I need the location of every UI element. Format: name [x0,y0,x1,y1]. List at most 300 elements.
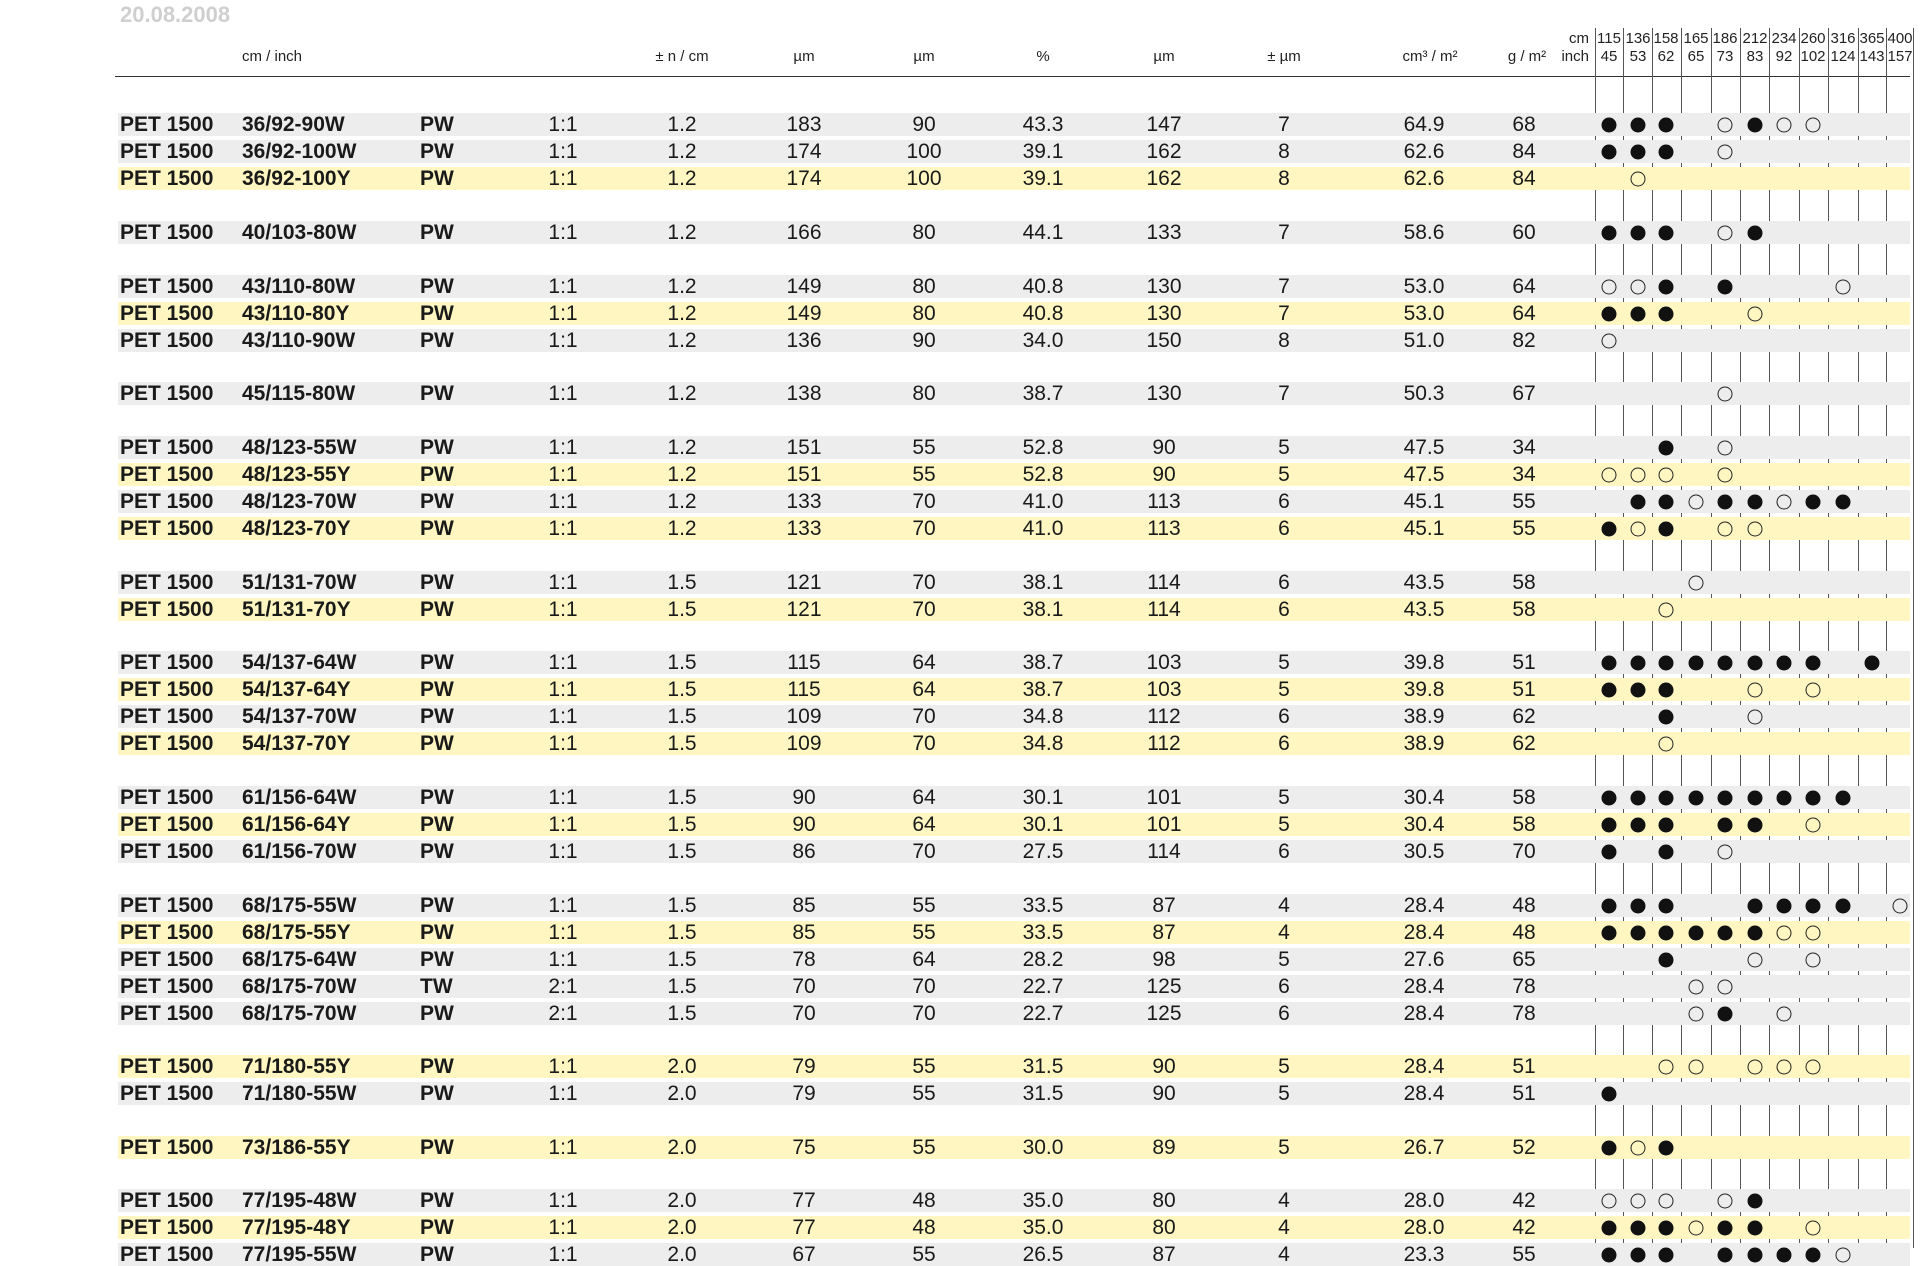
cell-code: 54/137-70Y [242,732,351,755]
cell-ratio: 1:1 [548,275,578,298]
filled-dot-icon [1836,495,1851,510]
open-circle-icon [1718,441,1733,456]
cell-weight: 52 [1512,1136,1536,1159]
filled-dot-icon [1659,818,1674,833]
cell-flow: 47.5 [1403,436,1445,459]
open-circle-icon [1718,226,1733,241]
cell-v1: 115 [787,678,821,701]
width-inch-45: 45 [1600,48,1618,65]
cell-weave: PW [420,1189,454,1212]
cell-pct: 41.0 [1022,517,1064,540]
open-circle-icon [1631,172,1646,187]
cell-product: PET 1500 [120,894,214,917]
cell-tolum: 6 [1278,571,1290,594]
open-circle-icon [1748,522,1763,537]
cell-v3: 114 [1147,598,1181,621]
cell-tolum: 4 [1278,1189,1290,1212]
cell-tolum: 5 [1278,786,1290,809]
cell-ratio: 1:1 [548,517,578,540]
open-circle-icon [1777,495,1792,510]
cell-ratio: 1:1 [548,1216,578,1239]
cell-tolum: 4 [1278,921,1290,944]
width-inch-102: 102 [1800,48,1826,65]
width-inch-143: 143 [1859,48,1885,65]
cell-v2: 70 [912,840,936,863]
open-circle-icon [1602,1194,1617,1209]
header-tolerance-n-cm: ± n / cm [655,48,709,65]
cell-v2: 64 [912,813,936,836]
table-row [118,1055,1910,1078]
cell-flow: 62.6 [1403,140,1445,163]
open-circle-icon [1631,522,1646,537]
filled-dot-icon [1631,683,1646,698]
filled-dot-icon [1806,495,1821,510]
cell-pct: 52.8 [1022,436,1064,459]
cell-code: 51/131-70Y [242,598,351,621]
cell-pct: 38.1 [1022,598,1064,621]
cell-v3: 114 [1147,571,1181,594]
cell-weight: 34 [1512,463,1536,486]
cell-flow: 38.9 [1403,705,1445,728]
cell-flow: 38.9 [1403,732,1445,755]
cell-product: PET 1500 [120,382,214,405]
cell-pct: 30.1 [1022,813,1064,836]
width-cm-165: 165 [1683,30,1709,47]
cell-weight: 58 [1512,786,1536,809]
cell-ratio: 1:1 [548,490,578,513]
cell-ratio: 1:1 [548,786,578,809]
filled-dot-icon [1748,656,1763,671]
table-row [118,221,1910,244]
filled-dot-icon [1631,1221,1646,1236]
cell-tol: 1.2 [667,517,697,540]
cell-weight: 51 [1512,1082,1536,1105]
cell-code: 61/156-70W [242,840,357,863]
cell-product: PET 1500 [120,517,214,540]
cell-product: PET 1500 [120,598,214,621]
open-circle-icon [1631,468,1646,483]
cell-v1: 70 [792,1002,816,1025]
cell-weave: PW [420,678,454,701]
cell-ratio: 1:1 [548,221,578,244]
cell-pct: 38.7 [1022,678,1064,701]
cell-v2: 70 [912,598,936,621]
cell-v3: 98 [1152,948,1176,971]
cell-tolum: 6 [1278,598,1290,621]
cell-weight: 82 [1512,329,1536,352]
cell-code: 77/195-48W [242,1189,357,1212]
cell-v1: 174 [786,167,822,190]
cell-v2: 55 [912,1082,936,1105]
cell-flow: 26.7 [1403,1136,1445,1159]
open-circle-icon [1689,576,1704,591]
cell-tol: 1.5 [667,651,697,674]
width-cm-158: 158 [1653,30,1679,47]
table-row [118,651,1910,674]
open-circle-icon [1777,1007,1792,1022]
cell-pct: 27.5 [1022,840,1064,863]
open-circle-icon [1806,1060,1821,1075]
cell-v3: 101 [1146,786,1182,809]
filled-dot-icon [1659,899,1674,914]
cell-code: 61/156-64W [242,786,357,809]
cell-v2: 70 [912,975,936,998]
open-circle-icon [1689,495,1704,510]
cell-code: 40/103-80W [242,221,357,244]
cell-tol: 1.2 [667,221,697,244]
filled-dot-icon [1631,818,1646,833]
open-circle-icon [1777,118,1792,133]
cell-tol: 1.2 [667,490,697,513]
cell-flow: 39.8 [1403,678,1445,701]
cell-code: 43/110-80Y [242,302,350,325]
filled-dot-icon [1602,226,1617,241]
cell-v2: 80 [912,382,936,405]
cell-tol: 1.5 [667,894,697,917]
open-circle-icon [1659,468,1674,483]
cell-tolum: 7 [1278,302,1290,325]
cell-v3: 150 [1146,329,1182,352]
cell-weight: 51 [1512,678,1536,701]
cell-v3: 114 [1147,840,1181,863]
cell-flow: 62.6 [1403,167,1445,190]
cell-v3: 87 [1152,894,1176,917]
cell-weave: PW [420,732,454,755]
cell-v3: 130 [1146,302,1182,325]
cell-product: PET 1500 [120,813,214,836]
cell-ratio: 1:1 [548,1243,578,1266]
cell-code: 54/137-64Y [242,678,351,701]
filled-dot-icon [1718,1248,1733,1263]
table-row [118,975,1910,998]
cell-tolum: 7 [1278,382,1290,405]
width-cm-234: 234 [1771,30,1797,47]
filled-dot-icon [1659,1248,1674,1263]
filled-dot-icon [1836,791,1851,806]
cell-flow: 28.0 [1403,1189,1445,1212]
cell-flow: 30.4 [1403,813,1445,836]
header-tolerance-um: ± µm [1267,48,1301,65]
cell-tol: 1.5 [667,975,697,998]
cell-flow: 28.4 [1403,921,1445,944]
cell-product: PET 1500 [120,1189,214,1212]
cell-ratio: 1:1 [548,382,578,405]
cell-v1: 86 [792,840,816,863]
cell-tol: 1.5 [667,840,697,863]
table-row [118,140,1910,163]
filled-dot-icon [1602,791,1617,806]
cell-tol: 1.5 [667,948,697,971]
filled-dot-icon [1631,1248,1646,1263]
cell-product: PET 1500 [120,113,214,136]
filled-dot-icon [1806,791,1821,806]
open-circle-icon [1806,683,1821,698]
cell-v3: 133 [1146,221,1182,244]
cell-tolum: 4 [1278,1243,1290,1266]
cell-v1: 85 [792,921,816,944]
cell-ratio: 1:1 [548,1082,578,1105]
cell-pct: 26.5 [1022,1243,1064,1266]
filled-dot-icon [1631,495,1646,510]
filled-dot-icon [1659,118,1674,133]
width-cm-115: 115 [1597,30,1621,47]
cell-tol: 1.2 [667,302,697,325]
filled-dot-icon [1602,683,1617,698]
cell-flow: 27.6 [1403,948,1445,971]
open-circle-icon [1689,1007,1704,1022]
cell-code: 48/123-55W [242,436,357,459]
cell-pct: 30.1 [1022,786,1064,809]
open-circle-icon [1659,1060,1674,1075]
filled-dot-icon [1748,1248,1763,1263]
open-circle-icon [1631,1194,1646,1209]
filled-dot-icon [1602,899,1617,914]
cell-tol: 1.2 [667,140,697,163]
cell-product: PET 1500 [120,1055,214,1078]
cell-ratio: 1:1 [548,598,578,621]
table-row [118,948,1910,971]
cell-product: PET 1500 [120,678,214,701]
cell-tol: 2.0 [667,1082,697,1105]
cell-tol: 1.5 [667,571,697,594]
filled-dot-icon [1659,522,1674,537]
filled-dot-icon [1748,495,1763,510]
cell-weight: 48 [1512,894,1536,917]
cell-product: PET 1500 [120,302,214,325]
cell-v1: 90 [792,786,816,809]
filled-dot-icon [1631,791,1646,806]
cell-ratio: 1:1 [548,167,578,190]
cell-flow: 64.9 [1403,113,1445,136]
cell-pct: 38.7 [1022,651,1064,674]
filled-dot-icon [1777,899,1792,914]
cell-weave: TW [420,975,453,998]
cell-v2: 90 [912,329,936,352]
table-row [118,1216,1910,1239]
cell-tol: 1.5 [667,598,697,621]
cell-pct: 44.1 [1022,221,1064,244]
cell-weave: PW [420,1136,454,1159]
table-row [118,275,1910,298]
cell-weave: PW [420,329,454,352]
open-circle-icon [1777,926,1792,941]
cell-v2: 64 [912,678,936,701]
open-circle-icon [1748,307,1763,322]
cell-v3: 90 [1152,463,1176,486]
cell-weight: 67 [1512,382,1536,405]
width-cm-260: 260 [1800,30,1826,47]
cell-v2: 80 [912,302,936,325]
cell-product: PET 1500 [120,436,214,459]
cell-v2: 55 [912,1055,936,1078]
table-row [118,490,1910,513]
table-row [118,813,1910,836]
cell-product: PET 1500 [120,921,214,944]
cell-weave: PW [420,1002,454,1025]
filled-dot-icon [1602,845,1617,860]
cell-code: 36/92-100W [242,140,357,163]
width-cm-136: 136 [1625,30,1651,47]
cell-v2: 48 [912,1189,936,1212]
open-circle-icon [1718,522,1733,537]
cell-v2: 70 [912,732,936,755]
cell-v1: 109 [786,732,822,755]
cell-flow: 30.5 [1403,840,1445,863]
filled-dot-icon [1602,1087,1617,1102]
width-cm-316: 316 [1830,30,1856,47]
cell-pct: 31.5 [1022,1082,1064,1105]
cell-product: PET 1500 [120,1002,214,1025]
cell-flow: 58.6 [1403,221,1445,244]
cell-tolum: 5 [1278,463,1290,486]
cell-v3: 80 [1152,1216,1176,1239]
filled-dot-icon [1602,1221,1617,1236]
filled-dot-icon [1659,307,1674,322]
open-circle-icon [1689,980,1704,995]
cell-v1: 138 [786,382,822,405]
cell-pct: 33.5 [1022,894,1064,917]
cell-code: 68/175-55Y [242,921,351,944]
filled-dot-icon [1631,656,1646,671]
open-circle-icon [1689,1221,1704,1236]
cell-v2: 55 [912,921,936,944]
header-width-inch-label: inch [1561,48,1589,65]
filled-dot-icon [1806,656,1821,671]
cell-v1: 67 [792,1243,816,1266]
cell-tol: 1.2 [667,329,697,352]
width-inch-83: 83 [1746,48,1764,65]
cell-v1: 115 [787,651,821,674]
filled-dot-icon [1659,226,1674,241]
cell-code: 54/137-64W [242,651,357,674]
cell-v3: 87 [1152,921,1176,944]
cell-v3: 87 [1152,1243,1176,1266]
filled-dot-icon [1659,1221,1674,1236]
cell-code: 68/175-70W [242,1002,357,1025]
cell-pct: 41.0 [1022,490,1064,513]
table-row [118,705,1910,728]
filled-dot-icon [1718,656,1733,671]
cell-weave: PW [420,221,454,244]
cell-v1: 85 [792,894,816,917]
cell-tolum: 6 [1278,517,1290,540]
open-circle-icon [1659,603,1674,618]
cell-weight: 42 [1512,1189,1536,1212]
filled-dot-icon [1602,656,1617,671]
cell-code: 51/131-70W [242,571,357,594]
cell-tol: 1.5 [667,705,697,728]
cell-product: PET 1500 [120,1082,214,1105]
open-circle-icon [1718,1194,1733,1209]
cell-v2: 70 [912,705,936,728]
cell-pct: 40.8 [1022,275,1064,298]
filled-dot-icon [1748,818,1763,833]
cell-tol: 1.2 [667,275,697,298]
header-um-1: µm [793,48,815,65]
cell-v3: 162 [1146,140,1182,163]
cell-pct: 40.8 [1022,302,1064,325]
table-row [118,382,1910,405]
filled-dot-icon [1659,145,1674,160]
cell-v2: 100 [906,140,942,163]
cell-ratio: 1:1 [548,948,578,971]
grid-line [1913,28,1914,1248]
cell-pct: 52.8 [1022,463,1064,486]
cell-tolum: 5 [1278,1082,1290,1105]
cell-tolum: 7 [1278,221,1290,244]
cell-v3: 147 [1146,113,1182,136]
cell-flow: 47.5 [1403,463,1445,486]
cell-tolum: 8 [1278,167,1290,190]
table-row [118,598,1910,621]
cell-v2: 100 [906,167,942,190]
cell-product: PET 1500 [120,221,214,244]
cell-tolum: 8 [1278,140,1290,163]
table-row [118,1002,1910,1025]
filled-dot-icon [1659,441,1674,456]
cell-product: PET 1500 [120,1216,214,1239]
filled-dot-icon [1602,818,1617,833]
width-cm-212: 212 [1742,30,1768,47]
cell-v2: 55 [912,1243,936,1266]
cell-flow: 53.0 [1403,302,1445,325]
cell-v3: 90 [1152,1055,1176,1078]
cell-pct: 35.0 [1022,1189,1064,1212]
cell-v1: 149 [786,275,822,298]
filled-dot-icon [1602,926,1617,941]
cell-code: 54/137-70W [242,705,357,728]
filled-dot-icon [1631,118,1646,133]
cell-v2: 64 [912,651,936,674]
cell-tol: 1.5 [667,1002,697,1025]
cell-v1: 149 [786,302,822,325]
width-inch-73: 73 [1716,48,1734,65]
cell-tolum: 5 [1278,436,1290,459]
table-row [118,571,1910,594]
open-circle-icon [1748,953,1763,968]
cell-v2: 55 [912,894,936,917]
cell-weight: 51 [1512,1055,1536,1078]
cell-v1: 174 [786,140,822,163]
cell-v1: 166 [786,221,822,244]
filled-dot-icon [1659,280,1674,295]
cell-weave: PW [420,140,454,163]
filled-dot-icon [1718,495,1733,510]
filled-dot-icon [1631,145,1646,160]
open-circle-icon [1718,145,1733,160]
open-circle-icon [1806,118,1821,133]
open-circle-icon [1806,818,1821,833]
filled-dot-icon [1631,226,1646,241]
cell-tol: 2.0 [667,1136,697,1159]
header-um-3: µm [1153,48,1175,65]
cell-weight: 84 [1512,167,1536,190]
table-row [118,517,1910,540]
cell-v3: 113 [1147,517,1181,540]
cell-weight: 55 [1512,517,1536,540]
header-cm-inch: cm / inch [241,48,303,65]
filled-dot-icon [1718,280,1733,295]
filled-dot-icon [1748,926,1763,941]
cell-product: PET 1500 [120,275,214,298]
header-percent: % [1036,48,1050,65]
open-circle-icon [1602,334,1617,349]
cell-flow: 30.4 [1403,786,1445,809]
cell-v1: 121 [786,598,822,621]
cell-pct: 30.0 [1022,1136,1064,1159]
cell-v3: 112 [1147,705,1181,728]
header-rule [115,76,1910,77]
